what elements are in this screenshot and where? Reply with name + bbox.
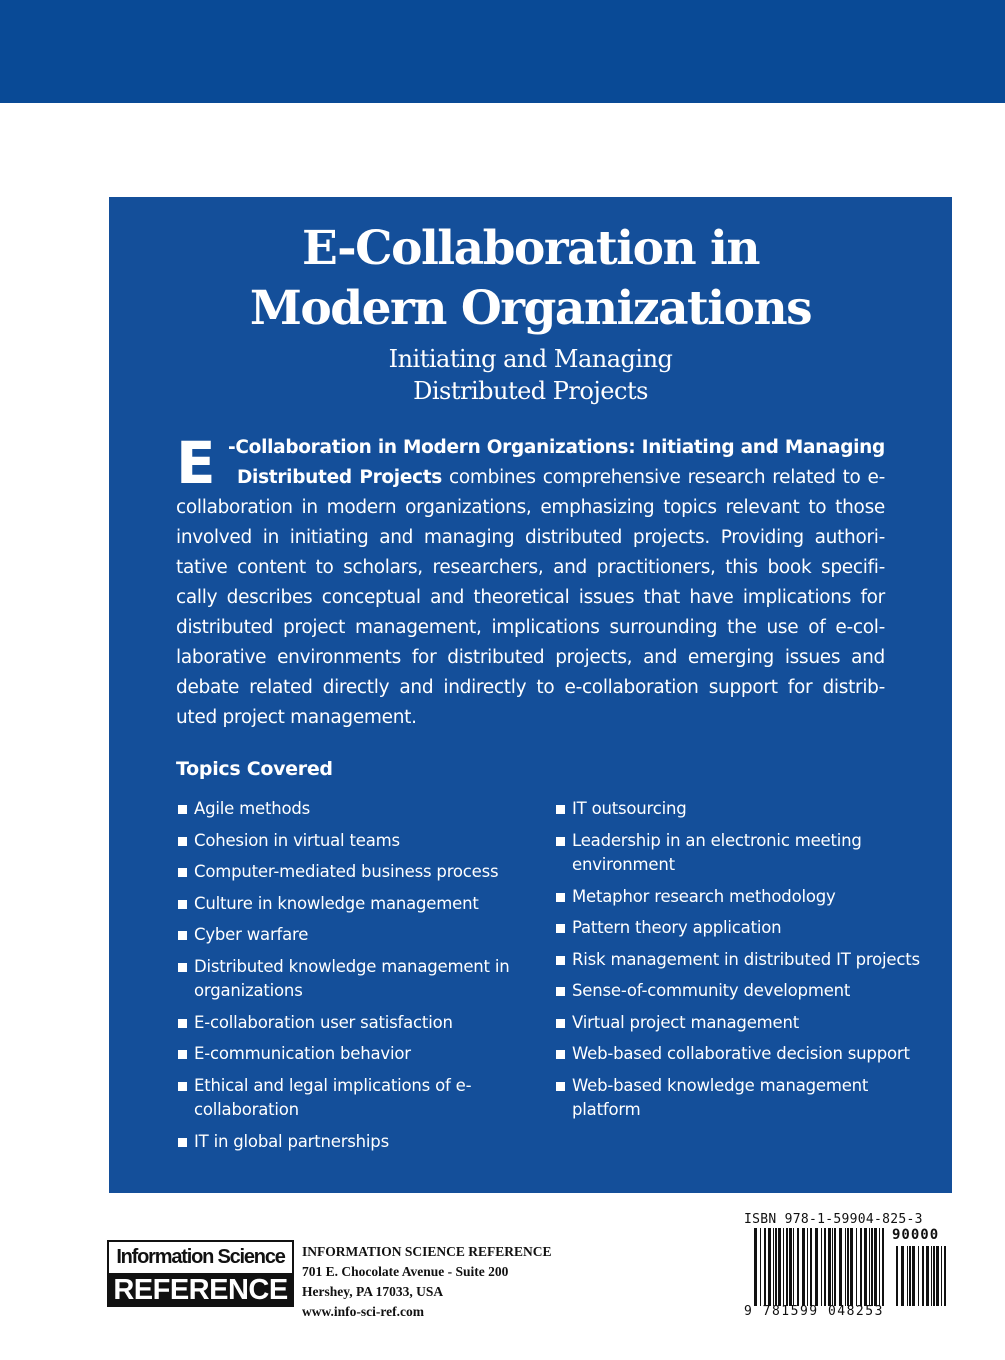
cover-panel xyxy=(109,197,952,1193)
square-bullet-icon xyxy=(178,1050,187,1059)
topic-item xyxy=(554,979,934,1004)
topic-label: IT in global partnerships xyxy=(194,1131,389,1151)
subtitle-line: Distributed Projects xyxy=(413,377,648,405)
topic-label: Virtual project management xyxy=(572,1012,800,1032)
barcode-bar xyxy=(824,1228,826,1306)
address-line: Hershey, PA 17033, USA xyxy=(302,1284,444,1299)
topic-label: Cohesion in virtual teams xyxy=(194,830,400,850)
barcode-bar xyxy=(901,1246,904,1306)
publisher-name: INFORMATION SCIENCE REFERENCE xyxy=(302,1244,552,1259)
barcode-bar xyxy=(847,1228,849,1306)
description-bold: Distributed Projects xyxy=(237,467,443,488)
barcode-bar xyxy=(869,1228,870,1306)
description-line: involved in initiating and managing distributed projects. Providing authori- xyxy=(176,527,885,548)
square-bullet-icon xyxy=(178,837,187,846)
description-line: cally describes conceptual and theoretical issues that have implications for xyxy=(176,587,885,608)
topic-label: Metaphor research methodology xyxy=(572,886,836,906)
square-bullet-icon xyxy=(556,1050,565,1059)
barcode-bar xyxy=(764,1228,766,1306)
barcode-bar xyxy=(789,1228,792,1306)
topic-label: E-communication behavior xyxy=(194,1044,411,1063)
barcode-bar xyxy=(922,1246,924,1306)
description-line xyxy=(176,463,885,493)
topic-item xyxy=(176,860,536,885)
barcode-bar xyxy=(907,1246,908,1306)
isbn-text: ISBN 978-1-59904-825-3 xyxy=(744,1212,923,1227)
topic-label: Risk management in distributed IT projects xyxy=(572,949,920,969)
square-bullet-icon xyxy=(556,987,565,996)
barcode-bar xyxy=(845,1228,846,1306)
square-bullet-icon xyxy=(556,956,565,965)
topic-item xyxy=(176,1074,536,1123)
description-line: uted project management. xyxy=(176,707,417,728)
barcode-bar xyxy=(828,1228,831,1306)
barcode-bar xyxy=(933,1246,935,1306)
description-line xyxy=(176,433,885,463)
topic-item xyxy=(554,1074,934,1123)
drop-cap: E xyxy=(176,429,216,497)
addon-barcode-bars xyxy=(896,1246,946,1306)
topic-item xyxy=(176,1042,536,1067)
book-subtitle xyxy=(109,343,952,407)
topic-label: E-collaboration user satisfaction xyxy=(194,1012,453,1032)
barcode-bar xyxy=(926,1246,929,1306)
barcode-bar xyxy=(936,1246,939,1306)
isbn-barcode xyxy=(744,1212,949,1322)
barcode-bar xyxy=(944,1246,946,1306)
barcode-bar xyxy=(856,1228,857,1306)
topic-item xyxy=(176,892,536,917)
barcode-bar xyxy=(879,1228,880,1306)
price-addon: 90000 xyxy=(892,1227,940,1243)
description-bold: -Collaboration in Modern Organizations: Initiating and Managing xyxy=(228,437,885,458)
square-bullet-icon xyxy=(178,1138,187,1147)
title-line: Modern Organizations xyxy=(249,281,812,336)
topic-label: Web-based collaborative decision support xyxy=(572,1044,910,1063)
square-bullet-icon xyxy=(178,1019,187,1028)
publisher-address xyxy=(302,1242,552,1322)
barcode-bar xyxy=(807,1228,808,1306)
barcode-bar xyxy=(864,1228,867,1306)
topic-label: Computer-mediated business process xyxy=(194,862,499,881)
topic-label: Cyber warfare xyxy=(194,925,309,944)
logo-top-text: Information Science xyxy=(109,1242,292,1273)
barcode-bar xyxy=(871,1228,873,1306)
description-text: combines comprehensive research related to e- xyxy=(442,467,885,488)
barcode-bar xyxy=(832,1228,833,1306)
barcode-bar xyxy=(941,1246,942,1306)
address-line: 701 E. Chocolate Avenue - Suite 200 xyxy=(302,1264,509,1279)
title-line: E-Collaboration in xyxy=(301,221,760,276)
topic-item xyxy=(554,829,934,878)
topic-item xyxy=(554,948,934,973)
square-bullet-icon xyxy=(556,924,565,933)
barcode-bar xyxy=(860,1228,862,1306)
barcode-bar xyxy=(834,1228,836,1306)
description-line: debate related directly and indirectly to e-collaboration support for distrib- xyxy=(176,677,885,698)
topic-label: Web-based knowledge management platform xyxy=(572,1075,869,1119)
barcode-bar xyxy=(918,1246,919,1306)
square-bullet-icon xyxy=(556,1082,565,1091)
square-bullet-icon xyxy=(178,805,187,814)
barcode-bar xyxy=(815,1228,818,1306)
barcode-bar xyxy=(754,1228,757,1306)
topic-label: Agile methods xyxy=(194,799,311,818)
topics-column-1 xyxy=(176,797,536,1161)
square-bullet-icon xyxy=(556,1019,565,1028)
barcode-bar xyxy=(802,1228,805,1306)
topic-item xyxy=(176,1130,536,1155)
barcode-bar xyxy=(874,1228,877,1306)
topic-label: Leadership in an electronic meeting environment xyxy=(572,830,862,874)
topic-item xyxy=(554,1042,934,1067)
topic-item xyxy=(554,797,934,822)
barcode-bar xyxy=(793,1228,794,1306)
square-bullet-icon xyxy=(556,893,565,902)
barcode-bar xyxy=(882,1228,884,1306)
topic-label: IT outsourcing xyxy=(572,799,687,818)
barcode-bar xyxy=(786,1228,788,1306)
barcode-digits: 9 781599 048253 xyxy=(744,1304,884,1319)
logo-bottom-text: REFERENCE xyxy=(109,1273,292,1307)
topic-label: Distributed knowledge management in organizations xyxy=(194,956,510,1000)
topic-item xyxy=(176,923,536,948)
description xyxy=(176,429,885,733)
topic-label: Ethical and legal implications of e-collaboration xyxy=(194,1075,472,1119)
topic-label: Sense-of-community development xyxy=(572,981,851,1000)
square-bullet-icon xyxy=(178,931,187,940)
topic-item xyxy=(554,1011,934,1036)
square-bullet-icon xyxy=(556,805,565,814)
description-line: collaboration in modern organizations, emphasizing topics relevant to those xyxy=(176,497,885,518)
topic-label: Pattern theory application xyxy=(572,918,782,937)
barcode-bar xyxy=(909,1246,911,1306)
topic-item xyxy=(176,797,536,822)
description-line: laborative environments for distributed projects, and emerging issues and xyxy=(176,647,885,668)
barcode-bar xyxy=(912,1246,915,1306)
barcode-bar xyxy=(931,1246,932,1306)
square-bullet-icon xyxy=(178,868,187,877)
topic-item xyxy=(176,829,536,854)
topics-heading: Topics Covered xyxy=(176,758,333,780)
barcode-bar xyxy=(773,1228,774,1306)
subtitle-line: Initiating and Managing xyxy=(388,345,673,373)
barcode-bar xyxy=(783,1228,784,1306)
publisher-website: www.info-sci-ref.com xyxy=(302,1304,424,1319)
barcode-bars xyxy=(754,1228,884,1306)
square-bullet-icon xyxy=(178,900,187,909)
barcode-bar xyxy=(797,1228,799,1306)
barcode-bar xyxy=(839,1228,842,1306)
barcode-bar xyxy=(850,1228,853,1306)
barcode-bar xyxy=(760,1228,761,1306)
barcode-bar xyxy=(775,1228,777,1306)
barcode-bar xyxy=(810,1228,812,1306)
book-title xyxy=(109,219,952,339)
description-line: distributed project management, implications surrounding the use of e-col- xyxy=(176,617,885,638)
topic-label: Culture in knowledge management xyxy=(194,893,479,913)
barcode-bar xyxy=(768,1228,771,1306)
square-bullet-icon xyxy=(178,1082,187,1091)
description-line: tative content to scholars, researchers, and practitioners, this book specifi- xyxy=(176,557,885,578)
topic-item xyxy=(176,955,536,1004)
topic-item xyxy=(554,916,934,941)
square-bullet-icon xyxy=(178,963,187,972)
barcode-bar xyxy=(778,1228,781,1306)
barcode-bar xyxy=(821,1228,822,1306)
topic-item xyxy=(176,1011,536,1036)
publisher-logo xyxy=(107,1240,294,1307)
topics-column-2 xyxy=(554,797,934,1130)
square-bullet-icon xyxy=(556,837,565,846)
barcode-bar xyxy=(896,1246,898,1306)
top-color-band xyxy=(0,0,1005,103)
topic-item xyxy=(554,885,934,910)
